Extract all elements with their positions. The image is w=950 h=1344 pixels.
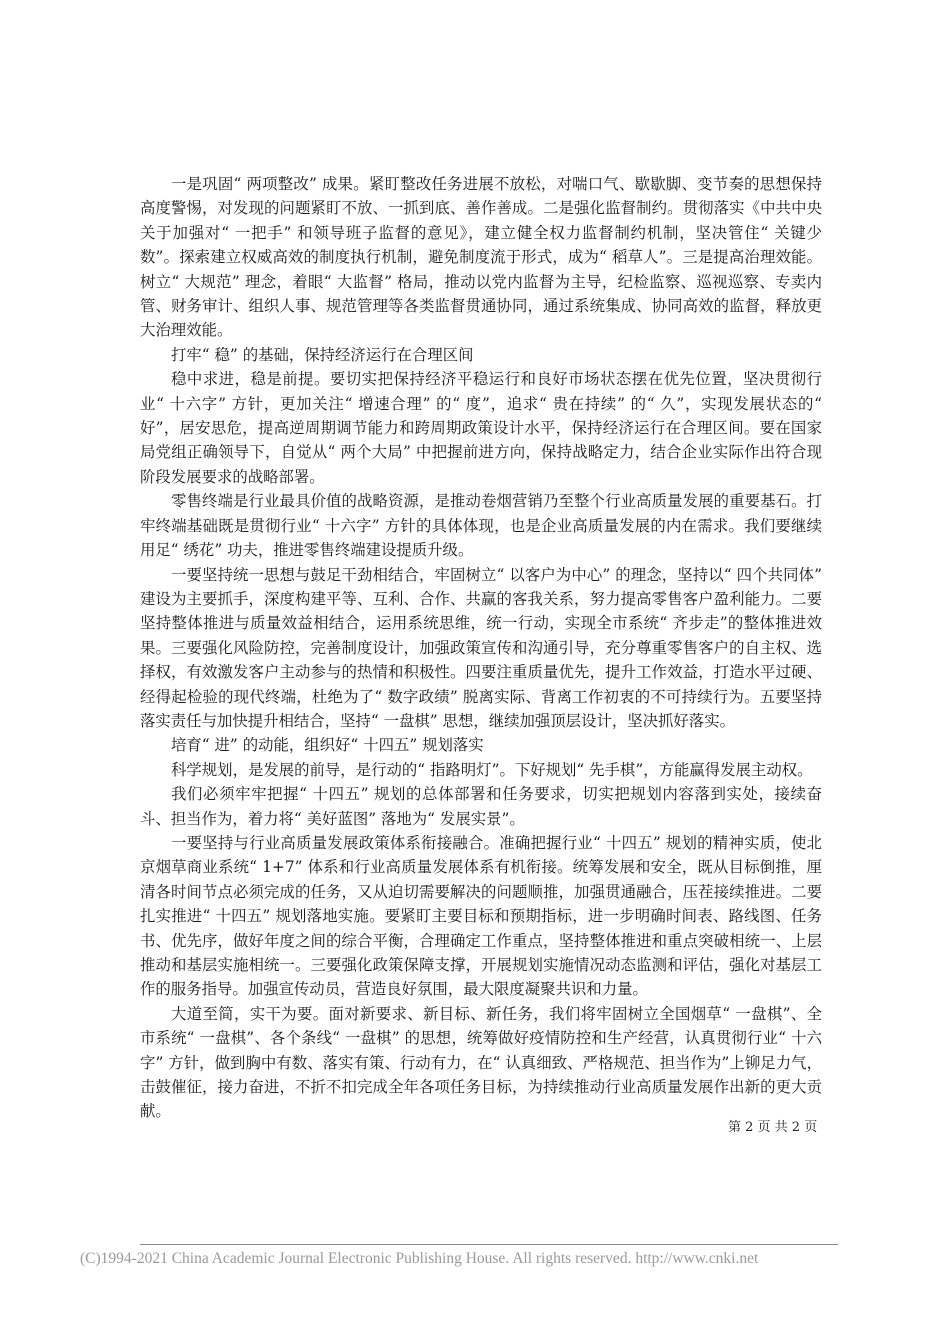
footer-divider <box>140 1244 838 1245</box>
paragraph-8: 我们必须牢牢把握“ 十四五” 规划的总体部署和任务要求，切实把规划内容落到实处，接续奋斗、担当作为，着力将“ 美好蓝图” 落地为“ 发展实景”。 <box>140 785 822 828</box>
paragraph-1: 一是巩固“ 两项整改” 成果。紧盯整改任务进展不放松，对喘口气、歇歇脚、变节奏的思想保持高度警惕，对发现的问题紧盯不放、一抓到底、善作善成。二是强化监督制约。贯彻落实《中共中央关于加强对“ 一把手” 和领导班子监督的意见》，建立健全权力监督制约机制，坚决管住“ 关键少数”。探索建立权威高效的制度执行机制，避免制度流于形式，成为“ 稻草人”。三是提高治理效能。树立“ 大规范” 理念，着眼“ 大监督” 格局，推动以党内监督为主导，纪检监察、巡视巡察、专卖内管、财务审计、组织人事、规范管理等各类监督贯通协同，通过系统集成、协同高效的监督，释放更大治理效能。 <box>140 175 822 340</box>
paragraph-10: 大道至简，实干为要。面对新要求、新目标、新任务，我们将牢固树立全国烟草“ 一盘棋”、全市系统“ 一盘棋”、各个条线“ 一盘棋” 的思想，统筹做好疫情防控和生产经营，认真贯彻行业“ 十六字” 方针，做到胸中有数、落实有策、行动有力，在“ 认真细致、严格规范、担当作为”上铆足力气，击鼓催征，接力奋进，不折不扣完成全年各项任务目标，为持续推动行业高质量发展作出新的更大贡献。 <box>140 1004 822 1121</box>
article-body <box>140 172 822 1124</box>
paragraph-4: 零售终端是行业最具价值的战略资源，是推动卷烟营销乃至整个行业高质量发展的重要基石。打牢终端基础既是贯彻行业“ 十六字” 方针的具体体现，也是企业高质量发展的内在需求。我们要继续用足“ 绣花” 功夫，推进零售终端建设提质升级。 <box>140 492 822 560</box>
paragraph-5: 一要坚持统一思想与鼓足干劲相结合，牢固树立“ 以客户为中心” 的理念，坚持以“ 四个共同体” 建设为主要抓手，深度构建平等、互利、合作、共赢的客我关系，努力提高零售客户盈利能力。二要坚持整体推进与质量效益相结合，运用系统思维，统一行动，实现全市系统“ 齐步走”的整体推进效果。三要强化风险防控，完善制度设计，加强政策宣传和沟通引导，充分尊重零售客户的自主权、选择权，有效激发客户主动参与的热情和积极性。四要注重质量优先，提升工作效益，打造水平过硬、经得起检验的现代终端，杜绝为了“ 数字政绩” 脱离实际、背离工作初衷的不可持续行为。五要坚持落实责任与加快提升相结合，坚持“ 一盘棋” 思想，继续加强顶层设计，坚决抓好落实。 <box>140 565 822 730</box>
page-number: 第 2 页 共 2 页 <box>728 1120 818 1135</box>
paragraph-9: 一要坚持与行业高质量发展政策体系衔接融合。准确把握行业“ 十四五” 规划的精神实质，使北京烟草商业系统“ 1+7” 体系和行业高质量发展体系有机衔接。统筹发展和安全，既从目标倒推，厘清各时间节点必须完成的任务，又从迫切需要解决的问题顺推，加强贯通融合，压茬接续推进。二要扎实推进“ 十四五” 规划落地实施。要紧盯主要目标和预期指标，进一步明确时间表、路线图、任务书、优先序，做好年度之间的综合平衡，合理确定工作重点，坚持整体推进和重点突破相统一、上层推动和基层实施相统一。三要强化政策保障支撑，开展规划实施情况动态监测和评估，强化对基层工作的服务指导。加强宣传动员，营造良好氛围，最大限度凝聚共识和力量。 <box>140 833 822 999</box>
paragraph-7: 科学规划，是发展的前导，是行动的“ 指路明灯”。下好规划“ 先手棋”，方能赢得发展主动权。 <box>171 760 813 779</box>
section-heading-progress: 培育“ 进” 的动能，组织好“ 十四五” 规划落实 <box>171 736 484 755</box>
footer-copyright: (C)1994-2021 China Academic Journal Electronic Publishing House. All rights reserved. http://www.cnki.net <box>80 1250 759 1267</box>
paragraph-3: 稳中求进，稳是前提。要切实把保持经济平稳运行和良好市场状态摆在优先位置，坚决贯彻行业“ 十六字” 方针，更加关注“ 增速合理” 的“ 度”，追求“ 贵在持续” 的“ 久”，实现发展状态的“ 好”，居安思危，提高逆周期调节能力和跨周期政策设计水平，保持经济运行在合理区间。要在国家局党组正确领导下，自觉从“ 两个大局” 中把握前进方向，保持战略定力，结合企业实际作出符合现阶段发展要求的战略部署。 <box>140 370 822 486</box>
section-heading-stability: 打牢“ 稳” 的基础，保持经济运行在合理区间 <box>171 345 474 364</box>
